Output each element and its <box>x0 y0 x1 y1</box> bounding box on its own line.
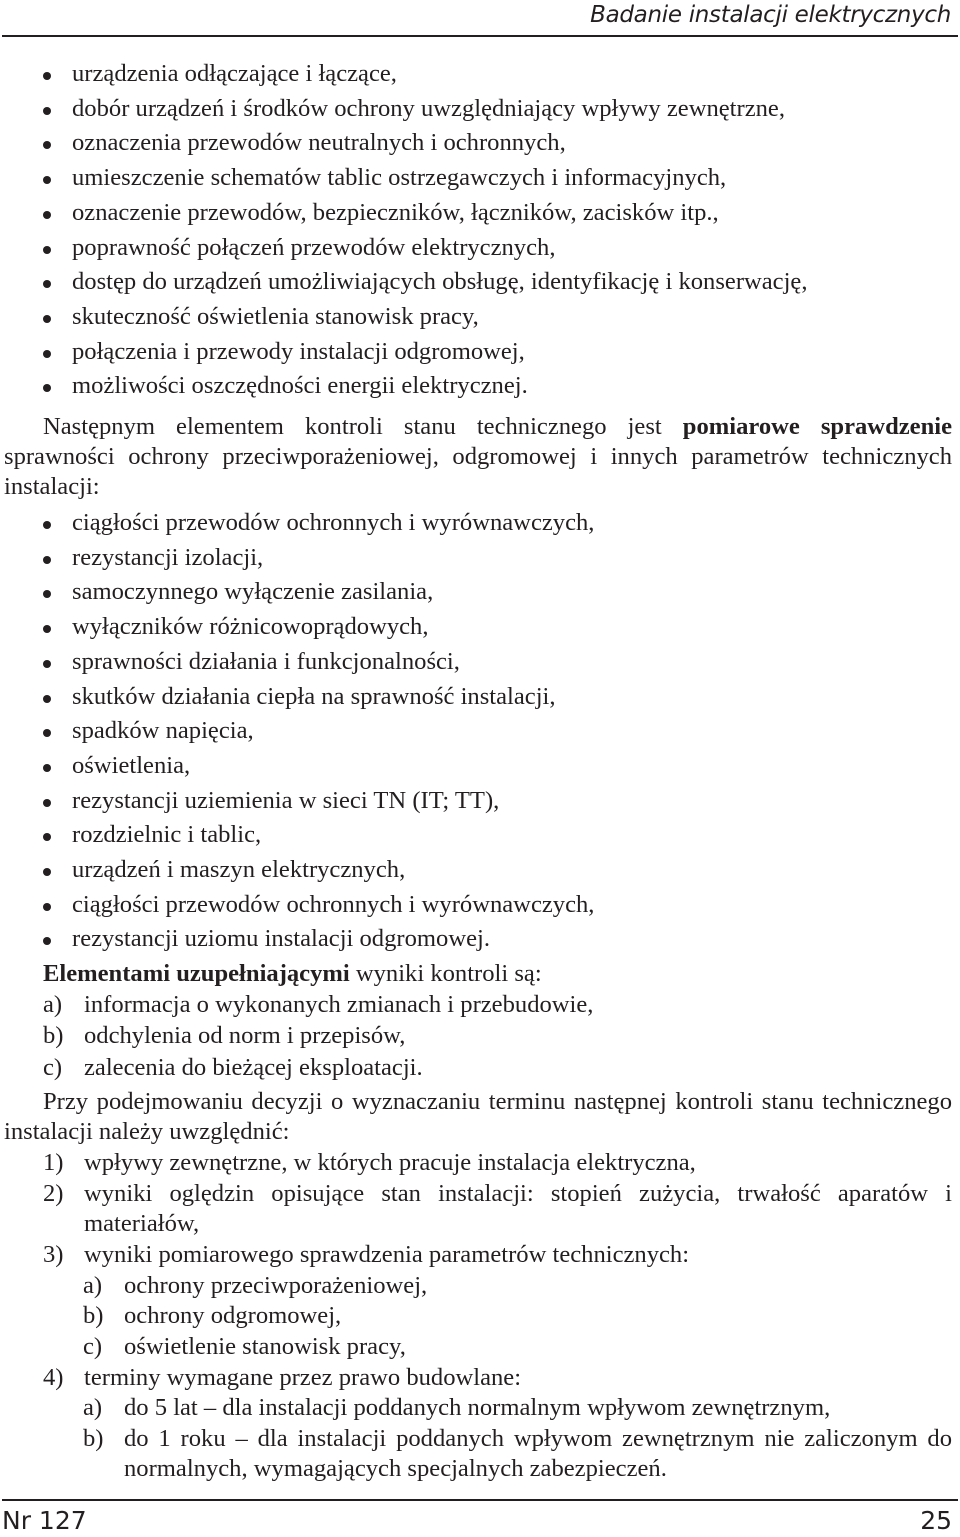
item-text: wyniki oględzin opisujące stan instalacji: stopień zużycia, trwałość aparatów i materiałów, <box>84 1179 952 1238</box>
list-item <box>0 989 960 1020</box>
supplementary-list <box>0 989 960 1083</box>
item-line <box>0 1240 960 1271</box>
item-text: ochrony odgromowej, <box>124 1302 342 1330</box>
issue-number: Nr 127 <box>2 1506 87 1535</box>
list-item: ciągłości przewodów ochronnych i wyrównawczych, <box>0 506 960 541</box>
paragraph-measurement <box>0 412 960 502</box>
list-item <box>0 1179 960 1240</box>
item-marker: c) <box>83 1332 103 1360</box>
item-marker: c) <box>43 1053 63 1081</box>
list-item: oznaczenie przewodów, bezpieczników, łączników, zacisków itp., <box>0 196 960 231</box>
running-title: Badanie instalacji elektrycznych <box>590 2 951 28</box>
item-marker: a) <box>43 991 63 1019</box>
item-text: wpływy zewnętrzne, w których pracuje instalacja elektryczna, <box>84 1148 696 1176</box>
sub-list <box>0 1393 960 1485</box>
list-item: rezystancji uziemienia w sieci TN (IT; TT), <box>0 784 960 819</box>
list-item: oświetlenia, <box>0 749 960 784</box>
list-item <box>0 1020 960 1051</box>
list-item: dostęp do urządzeń umożliwiających obsługę, identyfikację i konserwację, <box>0 265 960 300</box>
paragraph-emphasis: pomiarowe sprawdzenie <box>682 413 953 441</box>
sub-list-item <box>0 1332 960 1363</box>
item-text: do 5 lat – dla instalacji poddanych normalnym wpływom zewnętrznym, <box>124 1394 831 1422</box>
list-item <box>0 1052 960 1083</box>
item-text: ochrony przeciwporażeniowej, <box>124 1271 428 1299</box>
sub-list-item <box>0 1301 960 1332</box>
paragraph-next-inspection: Przy podejmowaniu decyzji o wyznaczaniu terminu następnej kontroli stanu technicznego instalacji należy uwzględnić: <box>4 1088 952 1146</box>
item-marker: 3) <box>43 1241 64 1269</box>
item-text: oświetlenie stanowisk pracy, <box>124 1332 406 1360</box>
item-marker: b) <box>83 1424 104 1452</box>
list-item: skuteczność oświetlenia stanowisk pracy, <box>0 300 960 335</box>
list-item: poprawność połączeń przewodów elektrycznych, <box>0 231 960 266</box>
list-item: urządzeń i maszyn elektrycznych, <box>0 853 960 888</box>
sub-list-item <box>0 1271 960 1302</box>
list-item: rezystancji izolacji, <box>0 541 960 576</box>
list-item: skutków działania ciepła na sprawność instalacji, <box>0 680 960 715</box>
header-rule <box>2 35 958 37</box>
sub-list-item <box>0 1393 960 1424</box>
list-item <box>0 1148 960 1179</box>
criteria-list <box>0 1148 960 1485</box>
item-text: odchylenia od norm i przepisów, <box>84 1022 406 1050</box>
paragraph-rest: sprawności ochrony przeciwporażeniowej, odgromowej i innych parametrów technicznych instalacji: <box>4 443 952 501</box>
footer-rule <box>2 1499 958 1501</box>
item-text: do 1 roku – dla instalacji poddanych wpływom zewnętrznym nie zaliczonym do normalnych, wymagających specjalnych zabezpieczeń. <box>124 1424 952 1483</box>
page-number: 25 <box>920 1506 952 1535</box>
item-marker: b) <box>83 1302 104 1330</box>
list-item: samoczynnego wyłączenie zasilania, <box>0 575 960 610</box>
item-text: informacja o wykonanych zmianach i przebudowie, <box>84 991 594 1019</box>
list-item: ciągłości przewodów ochronnych i wyrównawczych, <box>0 888 960 923</box>
paragraph-emphasis: Elementami uzupełniającymi <box>43 960 350 988</box>
list-item: urządzenia odłączające i łączące, <box>0 57 960 92</box>
list-item: oznaczenia przewodów neutralnych i ochronnych, <box>0 126 960 161</box>
list-item: rezystancji uziomu instalacji odgromowej. <box>0 922 960 957</box>
list-item: umieszczenie schematów tablic ostrzegawczych i informacyjnych, <box>0 161 960 196</box>
list-item: spadków napięcia, <box>0 714 960 749</box>
list-item <box>0 1363 960 1485</box>
item-marker: a) <box>83 1394 103 1422</box>
item-marker: a) <box>83 1271 103 1299</box>
list-item: połączenia i przewody instalacji odgromowej, <box>0 335 960 370</box>
sub-list <box>0 1271 960 1363</box>
list-item: wyłączników różnicowoprądowych, <box>0 610 960 645</box>
list-item: rozdzielnic i tablic, <box>0 818 960 853</box>
paragraph-lead: Następnym elementem kontroli stanu technicznego jest <box>43 413 683 441</box>
item-text: zalecenia do bieżącej eksploatacji. <box>84 1053 423 1081</box>
paragraph-rest: wyniki kontroli są: <box>349 960 542 988</box>
item-text: wyniki pomiarowego sprawdzenia parametrów technicznych: <box>84 1241 690 1269</box>
list-item <box>0 1240 960 1362</box>
item-marker: b) <box>43 1022 64 1050</box>
article-body <box>0 57 960 1485</box>
paragraph-supplementary <box>0 959 960 989</box>
item-marker: 4) <box>43 1363 64 1391</box>
item-marker: 2) <box>43 1179 64 1207</box>
inspection-bullet-list <box>0 57 960 404</box>
list-item: dobór urządzeń i środków ochrony uwzględniający wpływy zewnętrzne, <box>0 92 960 127</box>
item-text: terminy wymagane przez prawo budowlane: <box>84 1363 522 1391</box>
item-marker: 1) <box>43 1148 64 1176</box>
item-line <box>0 1363 960 1394</box>
list-item: sprawności działania i funkcjonalności, <box>0 645 960 680</box>
list-item: możliwości oszczędności energii elektrycznej. <box>0 369 960 404</box>
page-header <box>0 0 960 38</box>
sub-list-item <box>0 1424 960 1485</box>
measurement-bullet-list <box>0 506 960 957</box>
